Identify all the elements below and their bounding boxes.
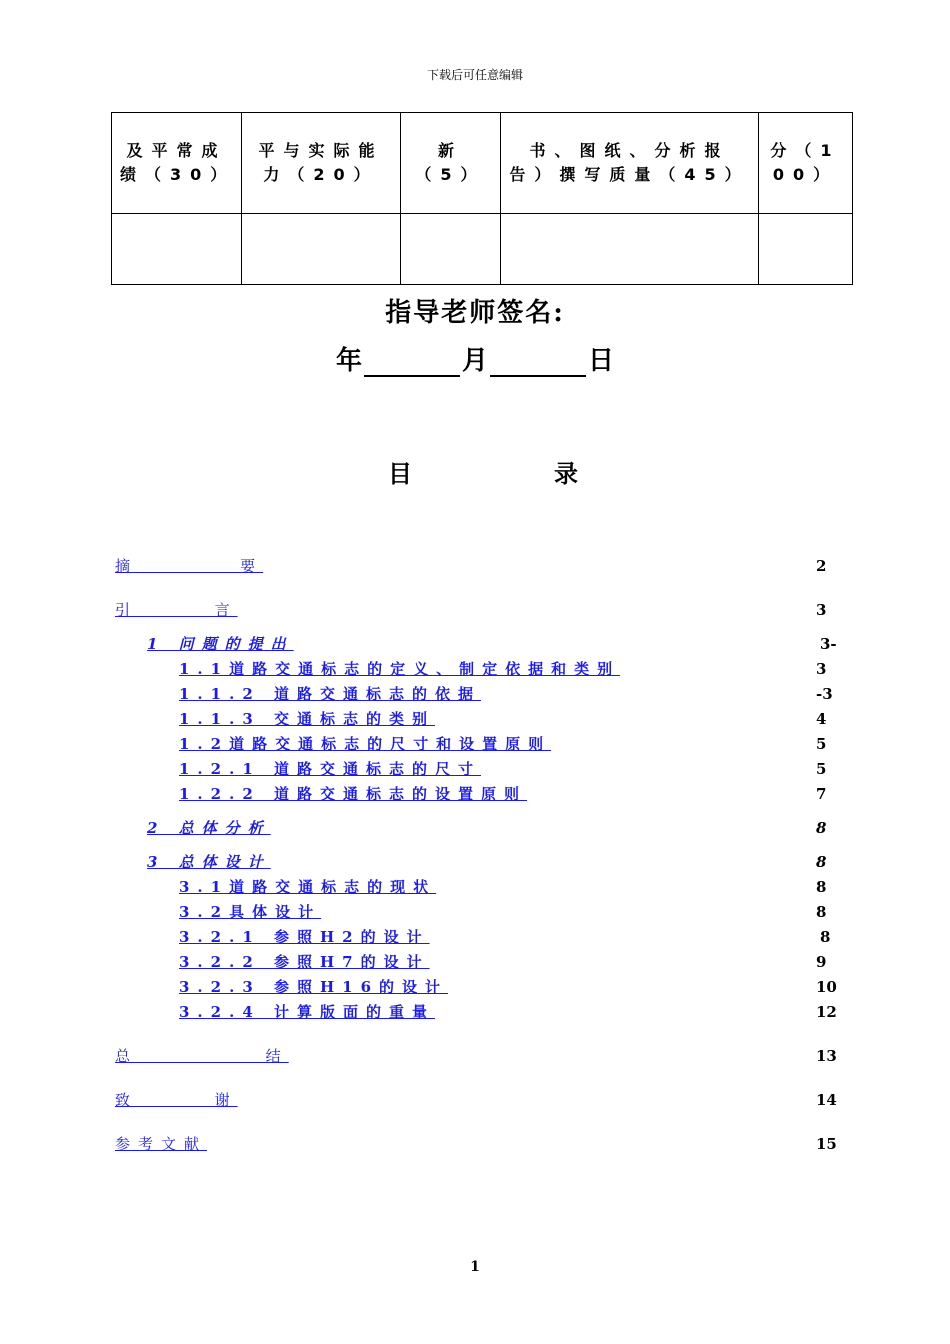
month-label: 月 bbox=[461, 346, 488, 376]
year-label: 年 bbox=[335, 346, 362, 376]
toc-title-left: 目 bbox=[388, 459, 412, 488]
toc-link-1-1-3[interactable]: 1.1.3 交通标志的类别 bbox=[179, 710, 435, 728]
month-blank bbox=[364, 349, 460, 377]
toc-page-intro: 3 bbox=[816, 601, 827, 619]
toc-link-1-1[interactable]: 1.1道路交通标志的定义、制定依据和类别 bbox=[179, 660, 621, 678]
grade-header-innovation: 新（5） bbox=[401, 113, 501, 214]
day-label: 日 bbox=[588, 346, 615, 376]
grade-cell-usual bbox=[112, 214, 242, 285]
header-note: 下载后可任意编辑 bbox=[426, 68, 523, 82]
toc-page-3-2: 8 bbox=[816, 903, 827, 921]
toc-link-3-2[interactable]: 3.2具体设计 bbox=[179, 903, 322, 921]
toc-page-summary: 13 bbox=[816, 1047, 837, 1065]
toc-page-3-2-2: 9 bbox=[816, 953, 827, 971]
toc-link-ch3[interactable]: 3 总体设计 bbox=[147, 853, 271, 871]
toc-link-ch1[interactable]: 1 问题的提出 bbox=[147, 635, 294, 653]
toc-page-1-2-2: 7 bbox=[816, 785, 827, 803]
toc-page-references: 15 bbox=[816, 1135, 837, 1153]
toc-page-ch2: 8 bbox=[816, 819, 827, 837]
toc-page-1-2-1: 5 bbox=[816, 760, 827, 778]
toc-link-intro[interactable]: 引 言 bbox=[115, 601, 238, 619]
toc-title bbox=[388, 454, 578, 489]
toc-link-3-2-3[interactable]: 3.2.3 参照H16的设计 bbox=[179, 978, 449, 996]
toc-page-1-1-2: -3 bbox=[816, 685, 833, 703]
grade-header-report: 书、图纸、分析报告）撰写质量（45） bbox=[501, 113, 759, 214]
toc-page-ch3: 8 bbox=[816, 853, 827, 871]
toc-link-1-2[interactable]: 1.2道路交通标志的尺寸和设置原则 bbox=[179, 735, 552, 753]
toc-page-3-1: 8 bbox=[816, 878, 827, 896]
toc-page-1-1: 3 bbox=[816, 660, 827, 678]
grade-table bbox=[111, 112, 853, 285]
toc-link-3-2-4[interactable]: 3.2.4 计算版面的重量 bbox=[179, 1003, 435, 1021]
toc-link-thanks[interactable]: 致 谢 bbox=[115, 1091, 238, 1109]
toc-page-1-1-3: 4 bbox=[816, 710, 827, 728]
toc-page-ch1: 3- bbox=[820, 635, 837, 653]
toc-page-thanks: 14 bbox=[816, 1091, 837, 1109]
toc-link-3-1[interactable]: 3.1道路交通标志的现状 bbox=[179, 878, 437, 896]
toc-link-1-1-2[interactable]: 1.1.2 道路交通标志的依据 bbox=[179, 685, 481, 703]
toc-link-1-2-2[interactable]: 1.2.2 道路交通标志的设置原则 bbox=[179, 785, 527, 803]
toc-title-right: 录 bbox=[554, 459, 578, 488]
toc-page-3-2-4: 12 bbox=[816, 1003, 837, 1021]
toc-link-ch2[interactable]: 2 总体分析 bbox=[147, 819, 271, 837]
grade-cell-report bbox=[501, 214, 759, 285]
grade-header-ability: 平与实际能力（20） bbox=[242, 113, 401, 214]
day-blank bbox=[490, 349, 586, 377]
toc-link-summary[interactable]: 总 结 bbox=[115, 1047, 289, 1065]
page-number: 1 bbox=[470, 1259, 480, 1275]
toc-link-abstract[interactable]: 摘 要 bbox=[115, 557, 264, 575]
grade-header-total: 分（100） bbox=[759, 113, 853, 214]
grade-header-usual: 及平常成绩（30） bbox=[112, 113, 242, 214]
toc-page-3-2-1: 8 bbox=[820, 928, 831, 946]
grade-cell-total bbox=[759, 214, 853, 285]
toc-page-1-2: 5 bbox=[816, 735, 827, 753]
grade-cell-ability bbox=[242, 214, 401, 285]
advisor-signature-label: 指导老师签名: bbox=[385, 298, 565, 328]
toc-link-3-2-2[interactable]: 3.2.2 参照H7的设计 bbox=[179, 953, 430, 971]
toc-link-3-2-1[interactable]: 3.2.1 参照H2的设计 bbox=[179, 928, 430, 946]
toc-link-1-2-1[interactable]: 1.2.1 道路交通标志的尺寸 bbox=[179, 760, 481, 778]
toc-page-abstract: 2 bbox=[816, 557, 827, 575]
grade-cell-innovation bbox=[401, 214, 501, 285]
toc-link-references[interactable]: 参考文献 bbox=[115, 1135, 208, 1153]
signature-date-line bbox=[0, 340, 950, 377]
toc-page-3-2-3: 10 bbox=[816, 978, 837, 996]
